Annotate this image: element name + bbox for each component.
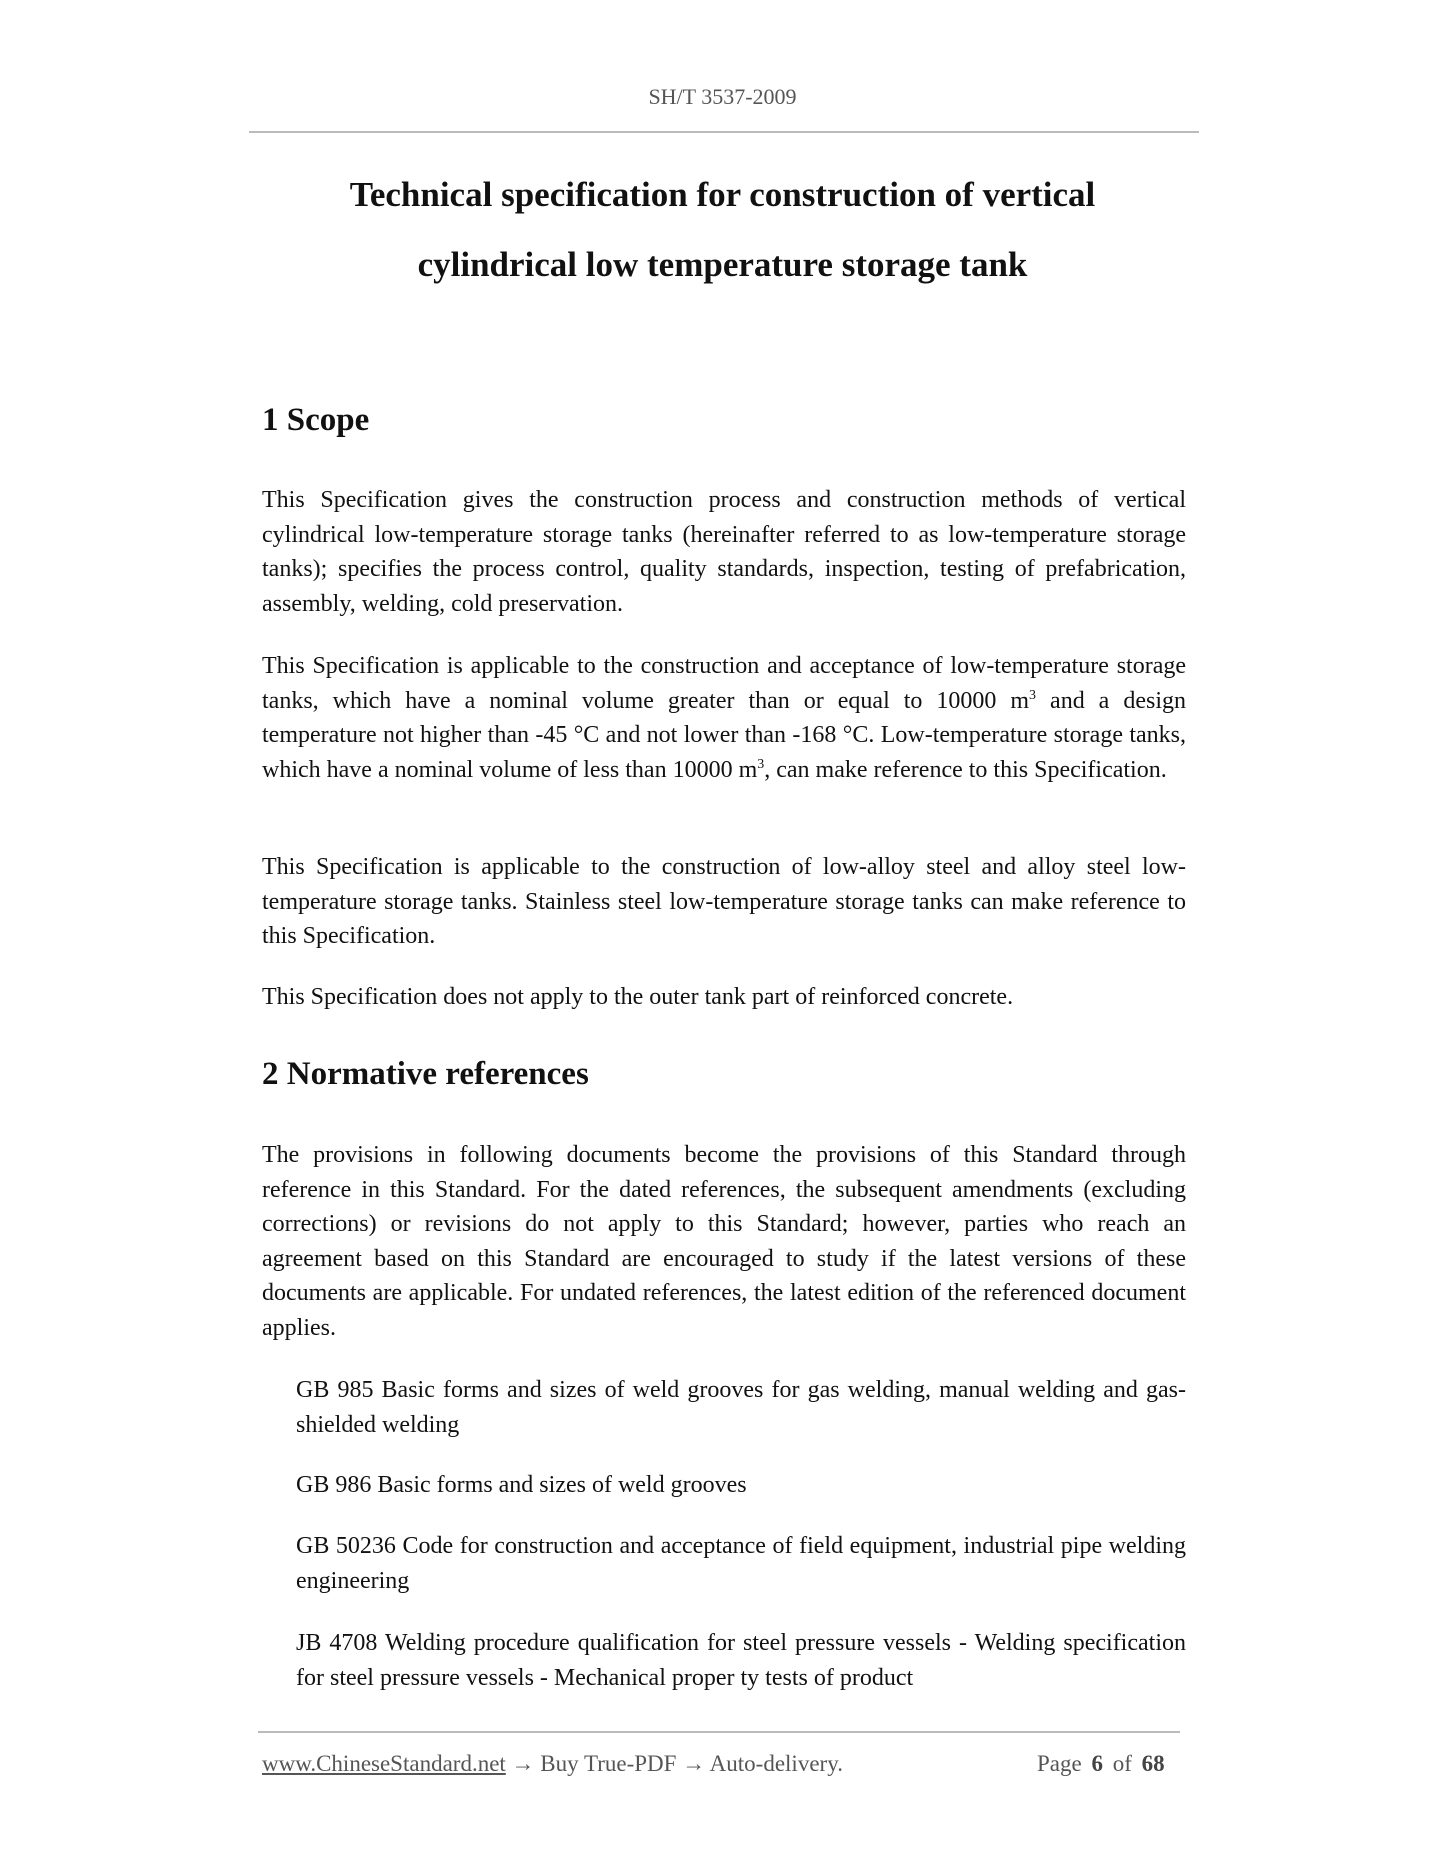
- references-intro-paragraph: The provisions in following documents become the provisions of this Standard through reference in this Standard. For the dated references, the subsequent amendments (excluding corrections) or revisions do not apply to this Standard; however, parties who reach an agreement based on this Standard are encouraged to study if the latest versions of these documents are applicable. For undated references, the latest edition of the referenced document applies.: [262, 1142, 1186, 1341]
- arrow-icon: →: [682, 1751, 706, 1776]
- header-divider: [249, 131, 1199, 133]
- document-code-header: SH/T 3537-2009: [648, 84, 797, 109]
- reference-item: JB 4708 Welding procedure qualification for steel pressure vessels - Welding specification for steel pressure vessels - Mechanical proper ty tests of product: [296, 1630, 1186, 1691]
- scope-paragraph-3: This Specification is applicable to the construction of low-alloy steel and alloy steel low-temperature storage tanks. Stainless steel low-temperature storage tanks can make reference to this Specification.: [262, 854, 1186, 950]
- chinese-standard-link[interactable]: www.ChineseStandard.net: [262, 1751, 506, 1776]
- document-title-line-1: Technical specification for construction of vertical: [349, 175, 1096, 214]
- reference-item: GB 986 Basic forms and sizes of weld grooves: [296, 1472, 747, 1498]
- scope-paragraph-2: [262, 649, 1186, 787]
- footer-divider: [258, 1731, 1180, 1733]
- buy-text: Buy True-PDF: [540, 1751, 677, 1776]
- scope-paragraph-4: This Specification does not apply to the outer tank part of reinforced concrete.: [262, 984, 1014, 1010]
- footer-promo: [262, 1751, 843, 1777]
- of-label: of: [1112, 1751, 1132, 1776]
- arrow-icon: →: [511, 1751, 535, 1776]
- delivery-text: Auto-delivery.: [709, 1751, 843, 1776]
- scope-paragraph-1: This Specification gives the construction process and construction methods of vertical cylindrical low-temperature storage tanks (hereinafter referred to as low-temperature storage tanks); specifies the process control, quality standards, inspection, testing of prefabrication, assembly, welding, cold preservation.: [262, 487, 1186, 617]
- superscript: 3: [757, 756, 765, 772]
- page-label: Page: [1037, 1751, 1082, 1776]
- reference-item: GB 50236 Code for construction and acceptance of field equipment, industrial pipe welding engineering: [296, 1533, 1186, 1594]
- page-number: 6: [1091, 1751, 1103, 1776]
- text: , can make reference to this Specification.: [764, 756, 1167, 783]
- page-indicator: [1037, 1751, 1165, 1777]
- document-title-line-2: cylindrical low temperature storage tank: [417, 245, 1028, 284]
- superscript: 3: [1029, 687, 1037, 703]
- text: and a design temperature not higher than -45 °C and not lower than -168 °C. Low-temperature storage tanks, which have a nominal volume of less than 10000 m: [262, 687, 1186, 783]
- section-heading-scope: 1 Scope: [262, 402, 370, 438]
- total-pages: 68: [1141, 1751, 1165, 1776]
- section-heading-normative-references: 2 Normative references: [262, 1056, 589, 1092]
- reference-item: GB 985 Basic forms and sizes of weld grooves for gas welding, manual welding and gas-shielded welding: [296, 1377, 1186, 1438]
- text: This Specification is applicable to the construction and acceptance of low-temperature storage tanks, which have a nominal volume greater than or equal to 10000 m: [262, 653, 1186, 714]
